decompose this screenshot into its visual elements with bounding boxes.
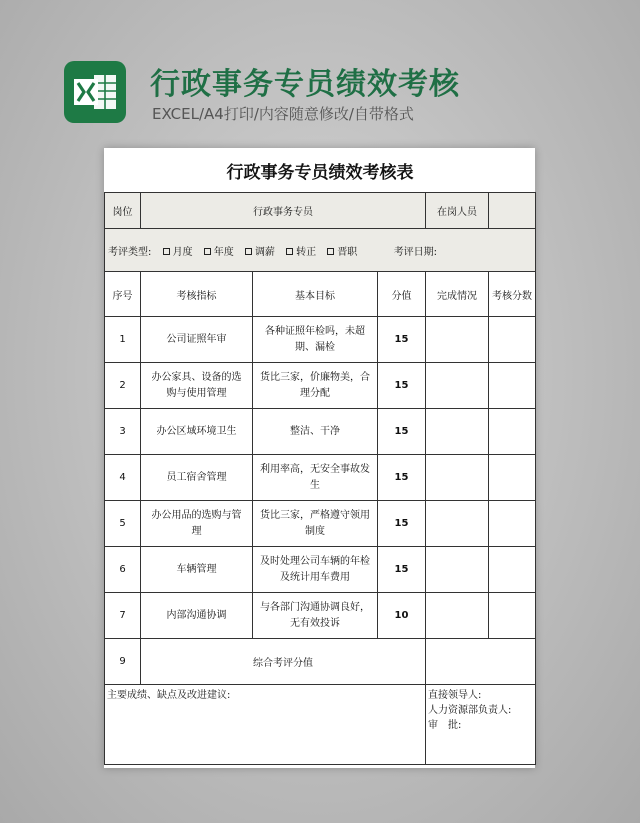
row-number: 2 [105, 363, 141, 409]
row-score: 15 [378, 317, 426, 363]
row-number: 1 [105, 317, 141, 363]
row-completion[interactable] [426, 363, 489, 409]
row-result[interactable] [489, 363, 536, 409]
eval-type-promotion: 晋职 [337, 246, 358, 258]
eval-type-annual: 年度 [213, 246, 234, 258]
total-row [105, 639, 536, 685]
eval-date-label: 考评日期: [393, 246, 438, 258]
column-header: 基本目标 [253, 272, 378, 317]
column-header: 完成情况 [426, 272, 489, 317]
row-number: 4 [105, 455, 141, 501]
row-number: 7 [105, 593, 141, 639]
row-indicator: 公司证照年审 [141, 317, 253, 363]
row-target: 货比三家，价廉物美，合理分配 [253, 363, 378, 409]
eval-type-salary: 调薪 [254, 246, 275, 258]
row-completion[interactable] [426, 455, 489, 501]
row-score: 15 [378, 547, 426, 593]
row-score: 15 [378, 501, 426, 547]
position-value[interactable]: 行政事务专员 [141, 193, 426, 229]
table-row [105, 547, 536, 593]
eval-type-regular: 转正 [296, 246, 317, 258]
row-score: 15 [378, 409, 426, 455]
row-score: 15 [378, 455, 426, 501]
checkbox-regular[interactable] [286, 248, 293, 255]
row-result[interactable] [489, 593, 536, 639]
column-header: 考核指标 [141, 272, 253, 317]
row-number: 6 [105, 547, 141, 593]
table-row [105, 409, 536, 455]
row-completion[interactable] [426, 409, 489, 455]
row-indicator: 员工宿舍管理 [141, 455, 253, 501]
total-value[interactable] [426, 639, 536, 685]
row-indicator: 办公区域环境卫生 [141, 409, 253, 455]
row-number: 5 [105, 501, 141, 547]
row-target: 与各部门沟通协调良好，无有效投诉 [253, 593, 378, 639]
column-header: 序号 [105, 272, 141, 317]
staff-label: 在岗人员 [426, 193, 489, 229]
signature-cell[interactable] [426, 685, 536, 765]
position-label: 岗位 [105, 193, 141, 229]
checkbox-salary[interactable] [245, 248, 252, 255]
total-label: 综合考评分值 [141, 639, 426, 685]
row-indicator: 办公用品的选购与管理 [141, 501, 253, 547]
staff-value[interactable] [489, 193, 536, 229]
row-completion[interactable] [426, 317, 489, 363]
row-completion[interactable] [426, 547, 489, 593]
row-target: 货比三家，严格遵守领用制度 [253, 501, 378, 547]
total-number: 9 [105, 639, 141, 685]
row-score: 15 [378, 363, 426, 409]
remarks-cell[interactable] [105, 685, 426, 765]
row-target: 整洁、干净 [253, 409, 378, 455]
signature-hr-head: 人力资源部负责人: [428, 705, 512, 716]
signature-direct-leader: 直接领导人: [428, 690, 482, 701]
table-row [105, 455, 536, 501]
row-indicator: 车辆管理 [141, 547, 253, 593]
row-score: 10 [378, 593, 426, 639]
table-row [105, 501, 536, 547]
eval-type-row [105, 229, 536, 272]
row-result[interactable] [489, 455, 536, 501]
row-completion[interactable] [426, 501, 489, 547]
row-target: 及时处理公司车辆的年检及统计用车费用 [253, 547, 378, 593]
checkbox-promotion[interactable] [327, 248, 334, 255]
table-row [105, 317, 536, 363]
eval-type-label: 考评类型: [108, 246, 152, 258]
row-target: 利用率高，无安全事故发生 [253, 455, 378, 501]
row-result[interactable] [489, 409, 536, 455]
excel-icon [64, 61, 126, 123]
row-result[interactable] [489, 547, 536, 593]
row-result[interactable] [489, 501, 536, 547]
remarks-label: 主要成绩、缺点及改进建议: [107, 690, 231, 701]
column-header: 分值 [378, 272, 426, 317]
table-row [105, 593, 536, 639]
table-row [105, 363, 536, 409]
page-subtitle: EXCEL/A4打印/内容随意修改/自带格式 [152, 105, 414, 123]
checkbox-monthly[interactable] [163, 248, 170, 255]
evaluation-table [104, 148, 536, 765]
row-indicator: 办公家具、设备的选购与使用管理 [141, 363, 253, 409]
eval-type-monthly: 月度 [172, 246, 193, 258]
row-completion[interactable] [426, 593, 489, 639]
checkbox-annual[interactable] [204, 248, 211, 255]
row-result[interactable] [489, 317, 536, 363]
document-sheet [104, 148, 535, 768]
page-title: 行政事务专员绩效考核 [150, 67, 460, 102]
row-indicator: 内部沟通协调 [141, 593, 253, 639]
row-target: 各种证照年检吗，未超期、漏检 [253, 317, 378, 363]
column-header: 考核分数 [489, 272, 536, 317]
signature-approval: 审 批: [428, 720, 462, 731]
document-title: 行政事务专员绩效考核表 [105, 148, 536, 193]
row-number: 3 [105, 409, 141, 455]
